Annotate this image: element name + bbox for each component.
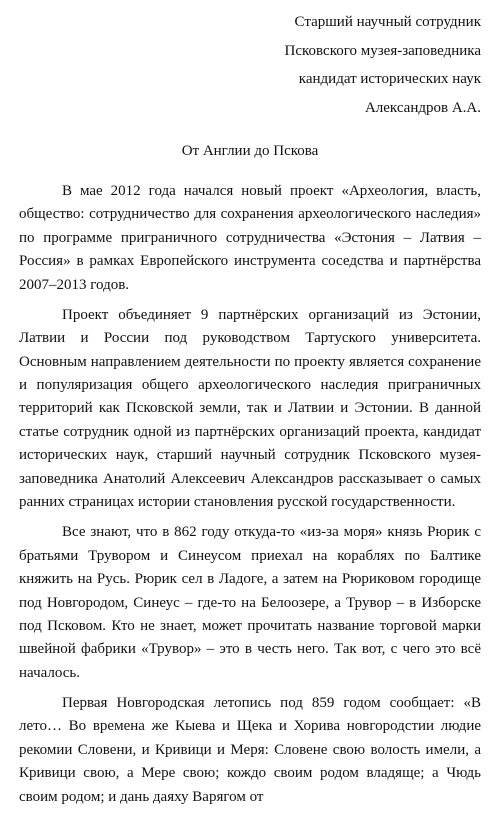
author-position: Старший научный сотрудник <box>294 14 481 30</box>
author-degree: кандидат исторических наук <box>298 71 481 87</box>
paragraph-1: В мае 2012 года начался новый проект «Археология, власть, общество: сотрудничество для сохранения археологического наследия» по программе приграничного сотрудничества «Эстония – Латвия – Россия» в рамках Европейского инструмента соседства и партнёрства 2007–2013 годов. <box>19 183 481 293</box>
article-body <box>19 180 481 816</box>
author-name: Александров А.А. <box>364 99 481 116</box>
paragraph-3: Все знают, что в 862 году откуда-то «из-за моря» князь Рюрик с братьями Трувором и Синеусом приехал на кораблях по Балтике княжить на Русь. Рюрик сел в Ладоге, а затем на Рюриковом городище под Новгородом, Синеус – где-то на Белоозере, а Трувор – в Изборске под Псковом. Кто не знает, может прочитать название торговой марки швейной фабрики «Трувор» – это в честь него. Так вот, с чего это всё началось. <box>19 524 481 681</box>
author-block <box>285 8 481 122</box>
article-title: От Англии до Пскова <box>181 143 319 159</box>
author-institution: Псковского музея-заповедника <box>284 42 481 59</box>
paragraph-4: Первая Новгородская летопись под 859 годом сообщает: «В лето… Во времена же Кыева и Щека и Хорива новгородстии людие рекомии Словени, и Кривици и Меря: Словене свою волость имели, а Кривици свою, а Мере свою; кождо своим родом владяще; а Чюдь своим родом; и дань даяху Варягом от <box>19 694 481 805</box>
paragraph-2: Проект объединяет 9 партнёрских организаций из Эстонии, Латвии и России под руководством Тартуского университета. Основным направлением деятельности по проекту является сохранение и популяризация общего археологического наследия приграничных территорий как Псковской земли, так и Латвии и Эстонии. В данной статье сотрудник одной из партнёрских организаций проекта, кандидат исторических наук, старший научный сотрудник Псковского музея-заповедника Анатолий Алексеевич Александров рассказывает о самых ранних страницах истории становления русской государственности. <box>19 306 481 511</box>
